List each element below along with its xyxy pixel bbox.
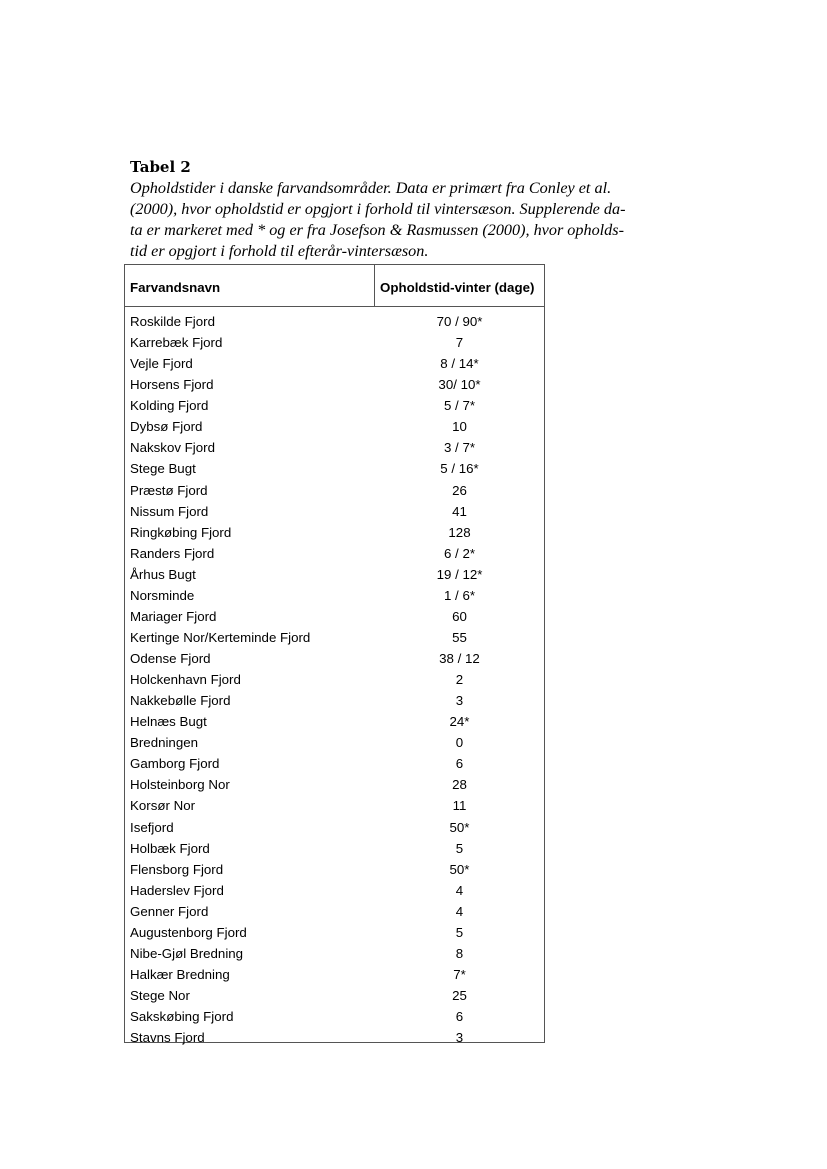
cell-residence-time: 30/ 10* bbox=[438, 377, 481, 393]
table-header bbox=[125, 265, 544, 307]
cell-residence-time: 5 / 7* bbox=[443, 398, 476, 414]
cell-residence-time: 7 bbox=[455, 335, 464, 351]
cell-residence-time: 3 / 7* bbox=[443, 440, 476, 456]
table-row bbox=[125, 543, 544, 564]
table-row bbox=[125, 1006, 544, 1027]
cell-water-name: Stege Bugt bbox=[130, 461, 196, 477]
table-row bbox=[125, 901, 544, 922]
cell-water-name: Isefjord bbox=[130, 819, 174, 835]
cell-water-name: Haderslev Fjord bbox=[130, 882, 224, 898]
table-row bbox=[125, 458, 544, 479]
table-row bbox=[125, 522, 544, 543]
caption-line: tid er opgjort i forhold til efterår-vintersæson. bbox=[130, 242, 429, 260]
table-row bbox=[125, 416, 544, 437]
table-row bbox=[125, 480, 544, 501]
cell-residence-time: 50* bbox=[449, 861, 470, 877]
table-row bbox=[125, 606, 544, 627]
cell-residence-time: 6 / 2* bbox=[443, 545, 476, 561]
table-row bbox=[125, 690, 544, 711]
cell-water-name: Præstø Fjord bbox=[130, 482, 208, 498]
cell-water-name: Nakkebølle Fjord bbox=[130, 693, 231, 709]
cell-water-name: Flensborg Fjord bbox=[130, 861, 224, 877]
cell-water-name: Karrebæk Fjord bbox=[130, 335, 223, 351]
cell-water-name: Stege Nor bbox=[130, 988, 190, 1004]
cell-residence-time: 19 / 12* bbox=[436, 566, 483, 582]
table-row bbox=[125, 374, 544, 395]
cell-residence-time: 4 bbox=[455, 903, 464, 919]
cell-water-name: Gamborg Fjord bbox=[130, 756, 220, 772]
residence-time-table bbox=[124, 264, 545, 1046]
cell-water-name: Stavns Fjord bbox=[130, 1030, 205, 1046]
table-row bbox=[125, 395, 544, 416]
cell-residence-time: 2 bbox=[455, 672, 464, 688]
table-row bbox=[125, 711, 544, 732]
table-row bbox=[125, 795, 544, 816]
cell-water-name: Horsens Fjord bbox=[130, 377, 214, 393]
table-row bbox=[125, 437, 544, 458]
table-row bbox=[125, 332, 544, 353]
cell-residence-time: 1 / 6* bbox=[443, 587, 476, 603]
cell-residence-time: 70 / 90* bbox=[436, 314, 483, 330]
header-water-name: Farvandsnavn bbox=[125, 265, 375, 306]
cell-water-name: Dybsø Fjord bbox=[130, 419, 203, 435]
cell-residence-time: 26 bbox=[452, 482, 467, 498]
cell-water-name: Ringkøbing Fjord bbox=[130, 524, 232, 540]
cell-residence-time: 11 bbox=[452, 798, 467, 814]
cell-water-name: Roskilde Fjord bbox=[130, 314, 215, 330]
cell-residence-time: 60 bbox=[452, 608, 467, 624]
cell-residence-time: 5 / 16* bbox=[440, 461, 479, 477]
cell-residence-time: 25 bbox=[452, 988, 467, 1004]
table-row bbox=[125, 648, 544, 669]
table-row bbox=[125, 564, 544, 585]
table-title: Tabel 2 bbox=[130, 158, 191, 176]
table-row bbox=[125, 585, 544, 606]
cell-water-name: Korsør Nor bbox=[130, 798, 196, 814]
table-row bbox=[125, 753, 544, 774]
cell-residence-time: 4 bbox=[455, 882, 464, 898]
table-row bbox=[125, 964, 544, 985]
cell-water-name: Holbæk Fjord bbox=[130, 840, 210, 856]
cell-water-name: Helnæs Bugt bbox=[130, 714, 207, 730]
cell-residence-time: 55 bbox=[452, 629, 467, 645]
cell-residence-time: 5 bbox=[455, 840, 464, 856]
cell-residence-time: 8 bbox=[455, 945, 464, 961]
cell-water-name: Holckenhavn Fjord bbox=[130, 672, 241, 688]
cell-water-name: Holsteinborg Nor bbox=[130, 777, 230, 793]
caption-line: ta er markeret med * og er fra Josefson & Rasmussen (2000), hvor opholds- bbox=[130, 221, 624, 239]
caption-line: Opholdstider i danske farvandsområder. Data er primært fra Conley et al. bbox=[130, 179, 612, 197]
caption-line: (2000), hvor opholdstid er opgjort i forhold til vintersæson. Supplerende da- bbox=[130, 200, 626, 218]
header-residence-time: Opholdstid-vinter (dage) bbox=[380, 280, 535, 295]
cell-residence-time: 3 bbox=[455, 1030, 464, 1046]
table-caption bbox=[130, 178, 675, 262]
table-row bbox=[125, 859, 544, 880]
table-row bbox=[125, 774, 544, 795]
cell-residence-time: 38 / 12 bbox=[439, 651, 480, 667]
cell-residence-time: 41 bbox=[452, 503, 467, 519]
cell-water-name: Randers Fjord bbox=[130, 545, 215, 561]
table-row bbox=[125, 501, 544, 522]
table-row bbox=[125, 922, 544, 943]
cell-water-name: Nibe-Gjøl Bredning bbox=[130, 945, 244, 961]
table-row bbox=[125, 1027, 544, 1048]
cell-water-name: Kertinge Nor/Kerteminde Fjord bbox=[130, 629, 311, 645]
table-row bbox=[125, 311, 544, 332]
cell-water-name: Vejle Fjord bbox=[130, 356, 193, 372]
table-row bbox=[125, 669, 544, 690]
cell-water-name: Genner Fjord bbox=[130, 903, 209, 919]
cell-residence-time: 6 bbox=[455, 756, 464, 772]
cell-residence-time: 0 bbox=[455, 735, 464, 751]
cell-water-name: Halkær Bredning bbox=[130, 966, 230, 982]
table-row bbox=[125, 838, 544, 859]
table-row bbox=[125, 880, 544, 901]
cell-residence-time: 10 bbox=[452, 419, 467, 435]
table-row bbox=[125, 627, 544, 648]
cell-residence-time: 128 bbox=[448, 524, 471, 540]
cell-residence-time: 5 bbox=[455, 924, 464, 940]
table-row bbox=[125, 943, 544, 964]
table-row bbox=[125, 817, 544, 838]
cell-residence-time: 24* bbox=[449, 714, 470, 730]
cell-residence-time: 28 bbox=[452, 777, 467, 793]
cell-residence-time: 50* bbox=[449, 819, 470, 835]
cell-water-name: Augustenborg Fjord bbox=[130, 924, 247, 940]
cell-water-name: Bredningen bbox=[130, 735, 199, 751]
cell-water-name: Nakskov Fjord bbox=[130, 440, 215, 456]
cell-water-name: Mariager Fjord bbox=[130, 608, 217, 624]
table-body bbox=[125, 307, 544, 1048]
cell-residence-time: 8 / 14* bbox=[440, 356, 479, 372]
cell-residence-time: 6 bbox=[455, 1009, 464, 1025]
cell-water-name: Sakskøbing Fjord bbox=[130, 1009, 234, 1025]
cell-residence-time: 7* bbox=[453, 966, 466, 982]
cell-water-name: Nissum Fjord bbox=[130, 503, 209, 519]
table-row bbox=[125, 985, 544, 1006]
cell-water-name: Odense Fjord bbox=[130, 651, 211, 667]
table-row bbox=[125, 732, 544, 753]
cell-water-name: Århus Bugt bbox=[130, 566, 196, 582]
table-row bbox=[125, 353, 544, 374]
cell-water-name: Norsminde bbox=[130, 587, 195, 603]
cell-water-name: Kolding Fjord bbox=[130, 398, 209, 414]
cell-residence-time: 3 bbox=[455, 693, 464, 709]
